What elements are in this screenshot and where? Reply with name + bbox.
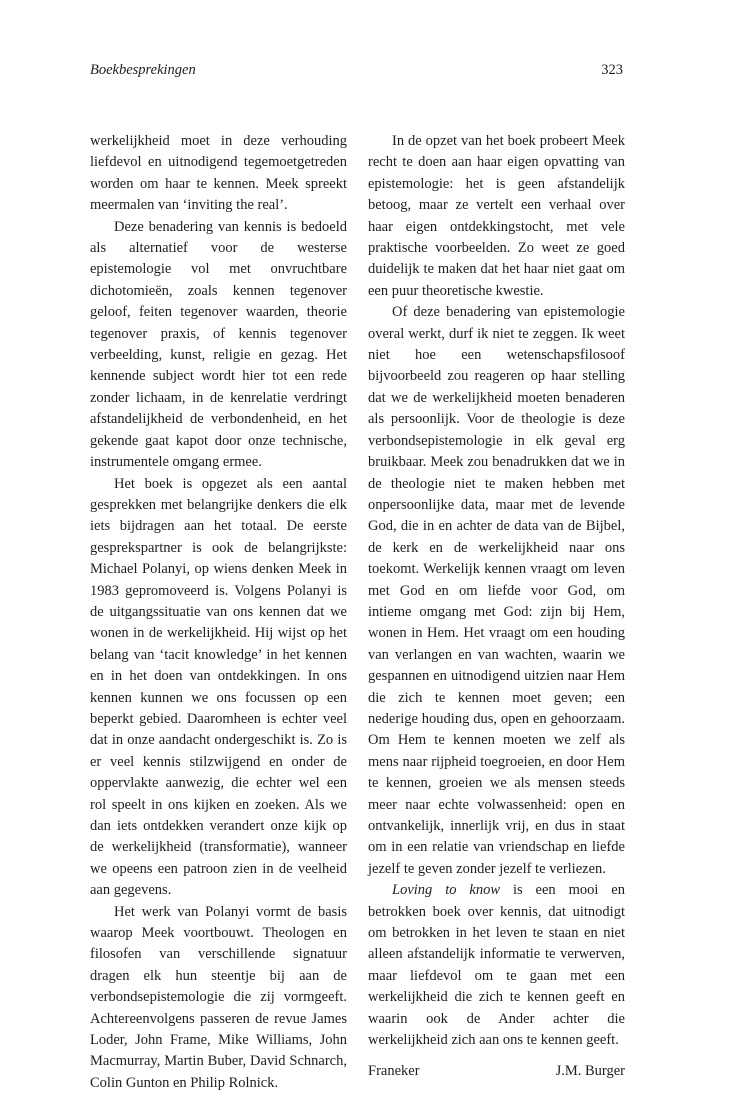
paragraph: Deze benadering van kennis is bedoeld als alternatief voor de westerse epistemologie vol met onvruchtbare dichotomieën, zoals kennen tegenover geloof, feiten tegenover waarden, theorie tegenover praxis, of kennis tegenover verbeelding, kunst, religie en gezag. Het kennende subject wordt hier tot een rede zonder lichaam, in de kenrelatie verdringt afstandelijkheid de verbondenheid, en het gekende gaat kapot door onze technische, instrumentele omgang ermee. (90, 218, 347, 471)
page-number: 323 (601, 62, 623, 78)
left-column (90, 131, 347, 1094)
book-title: Loving to know (392, 882, 501, 899)
paragraph: Of deze benadering van epistemologie overal werkt, durf ik niet te zeggen. Ik weet niet hoe een wetenschapsfilosoof bijvoorbeeld zou reageren op haar stelling dat we de werkelijkheid moeten benaderen als persoonlijk. Voor de theologie is deze verbondsepistemologie in elk geval erg bruikbaar. Meek zou benadrukken dat we in de theologie niet te maken hebben met onpersoonlijke data, maar met de levende God, die in en achter de data van de Bijbel, de kerk en de werkelijkheid naar ons toekomt. Werkelijk kennen vraagt om leven met God en om liefde voor God, om intieme omgang met God: zijn bij Hem, wonen in Hem. Het vraagt om een houding van verlangen en van wachten, waarin we gespannen en uitnodigend uitzien naar Hem die zich te kennen moet geven; een nederige houding dus, open en gehoorzaam. Om Hem te kennen moeten we zelf als mens naar rijpheid toegroeien, en door Hem te kennen, groeien we als mensen steeds meer naar echte volwassenheid: open en ontvankelijk, innerlijk vrij, en dus in staat om in een relatie van vriendschap en liefde jezelf te geven zonder jezelf te verliezen. (368, 304, 625, 877)
paragraph-text: is een mooi en betrokken boek over kennis, dat uitnodigt om betrokken in het leven te staan en niet alleen afstandelijk informatie te verwerven, maar liefdevol om te gaan met een werkelijkheid die zich te kennen geeft en waarin ook de Ander achter die werkelijkheid zich aan ons te kennen geeft. (368, 882, 625, 1049)
paragraph: Het werk van Polanyi vormt de basis waarop Meek voortbouwt. Theologen en filosofen van verschillende signatuur dragen elk hun steentje bij aan de verbondsepistemologie die zij vormgeeft. Achtereenvolgens passeren de revue James Loder, John Frame, Mike Williams, John Macmurray, Martin Buber, David Schnarch, Colin Gunton en Philip Rolnick. (90, 903, 347, 1091)
signature-author: J.M. Burger (555, 1063, 625, 1080)
review-signature (368, 1061, 625, 1082)
paragraph: Het boek is opgezet als een aantal gesprekken met belangrijke denkers die elk iets bijdragen aan het totaal. De eerste gesprekspartner is ook de belangrijkste: Michael Polanyi, op wiens denken Meek in 1983 gepromoveerd is. Volgens Polanyi is de uitgangssituatie van ons kennen dat we wonen in de werkelijkheid. Hij wijst op het belang van ‘tacit knowledge’ in het kennen en in het doen van ontdekkingen. In ons kennen kunnen we ons focussen op een beperkt gebied. Daaromheen is echter veel dat in onze aandacht ondergeschikt is. Zo is er veel kennis stilzwijgend en onder de oppervlakte aanwezig, die echter wel een rol speelt in ons kijken en zoeken. Als we dan iets ontdekken verandert onze kijk op de werkelijkheid (transformatie), wanneer we opeens een patroon zien in de veelheid aan gegevens. (90, 475, 347, 899)
running-header (90, 62, 623, 79)
paragraph (368, 880, 625, 1051)
paragraph: In de opzet van het boek probeert Meek recht te doen aan haar eigen opvatting van epistemologie: het is geen afstandelijk betoog, maar ze vertelt een verhaal over haar eigen ontdekkingstocht, met vele praktische voorbeelden. Zo weet ze goed duidelijk te maken dat het haar niet gaat om een puur theoretische kwestie. (368, 133, 625, 299)
signature-place: Franeker (368, 1063, 420, 1080)
section-title: Boekbesprekingen (90, 62, 196, 78)
right-column (368, 131, 625, 1083)
paragraph: werkelijkheid moet in deze verhouding liefdevol en uitnodigend tegemoetgetreden worden om haar te kennen. Meek spreekt meermalen van ‘inviting the real’. (90, 133, 347, 214)
